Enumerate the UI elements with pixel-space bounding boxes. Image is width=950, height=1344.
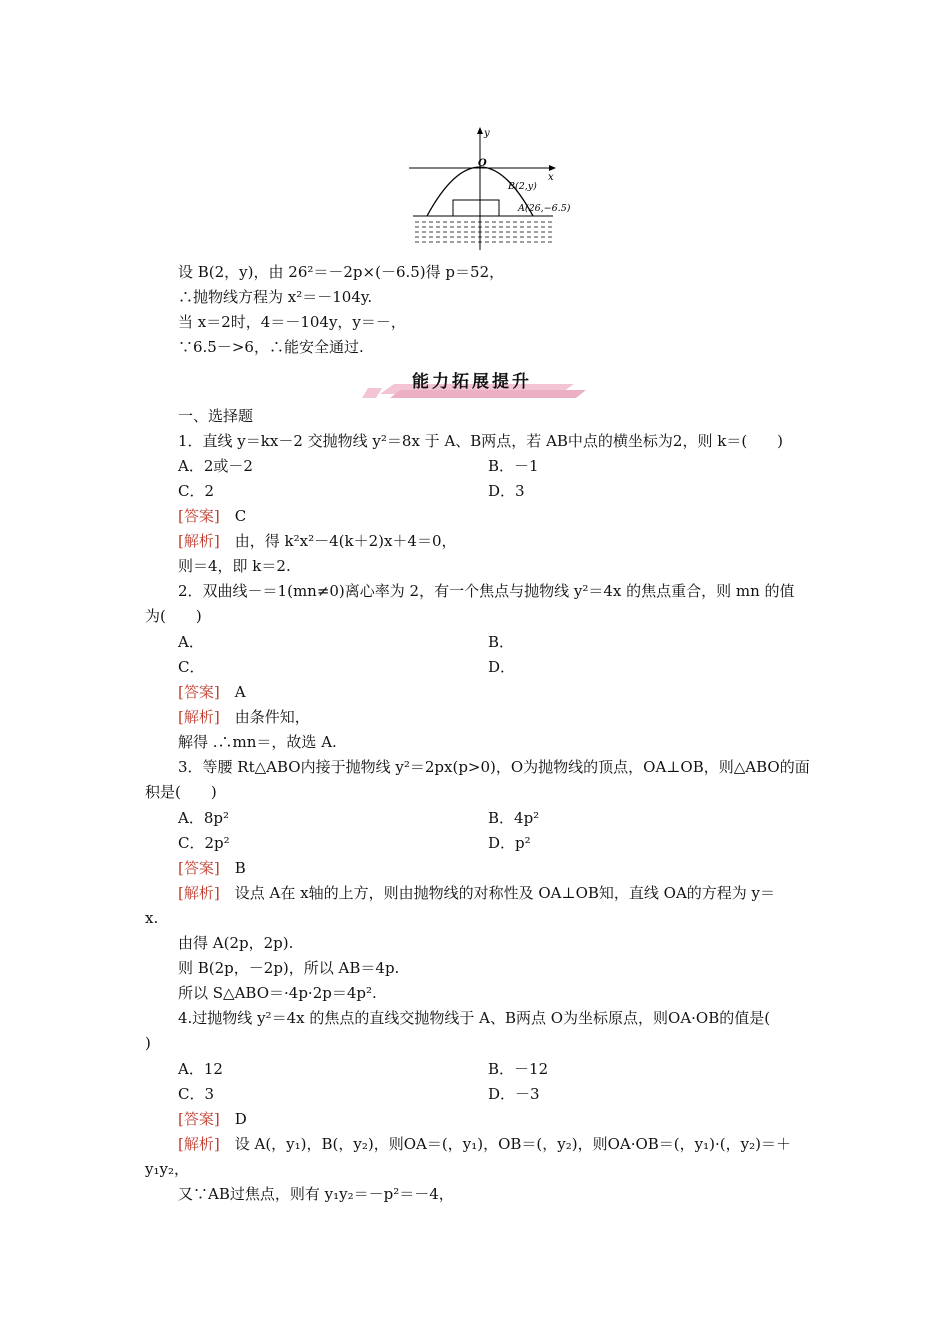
q2-option-a: A． bbox=[178, 633, 204, 651]
q4-explanation-1 bbox=[178, 1134, 791, 1154]
water-lines bbox=[415, 222, 553, 242]
q4-option-a: A．12 bbox=[178, 1060, 223, 1078]
q4-option-b: B．－12 bbox=[488, 1060, 549, 1078]
explanation-text: 设 A(，y₁)，B(，y₂)，则OA＝(，y₁)，OB＝(，y₂)，则OA·OB＝(，y₁)·(，y₂)＝＋ bbox=[234, 1135, 791, 1153]
explanation-text: 由，得 k²x²－4(k＋2)x＋4＝0， bbox=[234, 532, 457, 550]
q1-explanation-2: 则＝4，即 k＝2. bbox=[178, 557, 291, 575]
intro-line-4: ∵6.5－>6，∴能安全通过. bbox=[178, 338, 364, 356]
q3-stem-1: 3．等腰 Rt△ABO内接于抛物线 y²＝2px(p>0)，O为抛物线的顶点，OA⊥OB，则△ABO的面 bbox=[178, 758, 810, 776]
boat-rect bbox=[453, 200, 499, 216]
q3-answer bbox=[178, 858, 246, 878]
q3-option-b: B．4p² bbox=[488, 809, 540, 827]
q2-option-d: D． bbox=[488, 658, 516, 676]
q1-option-b: B．－1 bbox=[488, 457, 539, 475]
answer-tag: [答案] bbox=[178, 507, 220, 525]
explanation-text: 由条件知， bbox=[234, 708, 310, 726]
y-axis-arrow bbox=[477, 127, 483, 134]
q4-explanation-1b: y₁y₂， bbox=[145, 1160, 189, 1178]
q3-explanation-3: 则 B(2p，－2p)，所以 AB＝4p. bbox=[178, 959, 400, 977]
q3-explanation-1 bbox=[178, 883, 775, 903]
q2-stem-1: 2．双曲线－＝1(mn≠0)离心率为 2，有一个焦点与抛物线 y²＝4x 的焦点重合，则 mn 的值 bbox=[178, 582, 795, 600]
explanation-tag: [解析] bbox=[178, 1135, 220, 1153]
q3-option-a: A．8p² bbox=[178, 809, 229, 827]
q3-explanation-4: 所以 S△ABO＝·4p·2p＝4p². bbox=[178, 984, 377, 1002]
q1-explanation-1 bbox=[178, 531, 457, 551]
answer-tag: [答案] bbox=[178, 859, 220, 877]
q2-explanation-1 bbox=[178, 707, 310, 727]
intro-line-2: ∴抛物线方程为 x²＝－104y. bbox=[178, 288, 373, 306]
explanation-tag: [解析] bbox=[178, 532, 220, 550]
label-point-a: A(26,−6.5) bbox=[518, 203, 571, 214]
intro-line-1: 设 B(2，y)，由 26²＝－2p×(－6.5)得 p＝52， bbox=[178, 263, 505, 281]
q4-option-d: D．－3 bbox=[488, 1085, 540, 1103]
label-origin: O bbox=[478, 158, 487, 169]
q4-stem-2: ) bbox=[145, 1034, 151, 1052]
q2-answer bbox=[178, 682, 246, 702]
q3-option-d: D．p² bbox=[488, 834, 531, 852]
label-x: x bbox=[548, 172, 554, 183]
explanation-tag: [解析] bbox=[178, 708, 220, 726]
q3-option-c: C．2p² bbox=[178, 834, 230, 852]
intro-line-3: 当 x＝2时，4＝－104y，y＝－， bbox=[178, 313, 406, 331]
banner-title: 能力拓展提升 bbox=[412, 372, 532, 392]
label-point-b: B(2,y) bbox=[508, 181, 537, 192]
q4-stem-1: 4.过抛物线 y²＝4x 的焦点的直线交抛物线于 A、B两点 O为坐标原点，则OA·OB的值是( bbox=[178, 1009, 771, 1027]
q2-stem-2: 为( ) bbox=[145, 607, 202, 625]
q2-explanation-2: 解得 .∴mn＝，故选 A. bbox=[178, 733, 337, 751]
q2-option-b: B． bbox=[488, 633, 515, 651]
parabola-bridge-figure bbox=[405, 124, 585, 254]
q3-stem-2: 积是( ) bbox=[145, 783, 217, 801]
q1-answer bbox=[178, 506, 246, 526]
q2-option-c: C． bbox=[178, 658, 205, 676]
x-axis-arrow bbox=[549, 165, 556, 171]
label-y: y bbox=[484, 128, 490, 139]
q4-explanation-2: 又∵AB过焦点，则有 y₁y₂＝－p²＝－4， bbox=[178, 1185, 454, 1203]
q4-option-c: C．3 bbox=[178, 1085, 215, 1103]
q1-stem: 1．直线 y＝kx－2 交抛物线 y²＝8x 于 A、B两点，若 AB中点的横坐标为2，则 k＝( ) bbox=[178, 432, 784, 450]
answer-value: C bbox=[234, 507, 247, 525]
q1-option-d: D．3 bbox=[488, 482, 525, 500]
q1-option-c: C．2 bbox=[178, 482, 215, 500]
q1-option-a: A．2或－2 bbox=[178, 457, 253, 475]
explanation-tag: [解析] bbox=[178, 884, 220, 902]
answer-tag: [答案] bbox=[178, 1110, 220, 1128]
section-banner bbox=[360, 360, 600, 404]
q3-explanation-2: 由得 A(2p，2p). bbox=[178, 934, 294, 952]
answer-value: D bbox=[234, 1110, 247, 1128]
q3-explanation-1b: x. bbox=[145, 909, 159, 927]
answer-tag: [答案] bbox=[178, 683, 220, 701]
explanation-text: 设点 A在 x轴的上方，则由抛物线的对称性及 OA⊥OB知，直线 OA的方程为 y＝ bbox=[234, 884, 776, 902]
q4-answer bbox=[178, 1109, 247, 1129]
answer-value: B bbox=[234, 859, 246, 877]
section-heading: 一、选择题 bbox=[178, 407, 254, 425]
answer-value: A bbox=[234, 683, 246, 701]
